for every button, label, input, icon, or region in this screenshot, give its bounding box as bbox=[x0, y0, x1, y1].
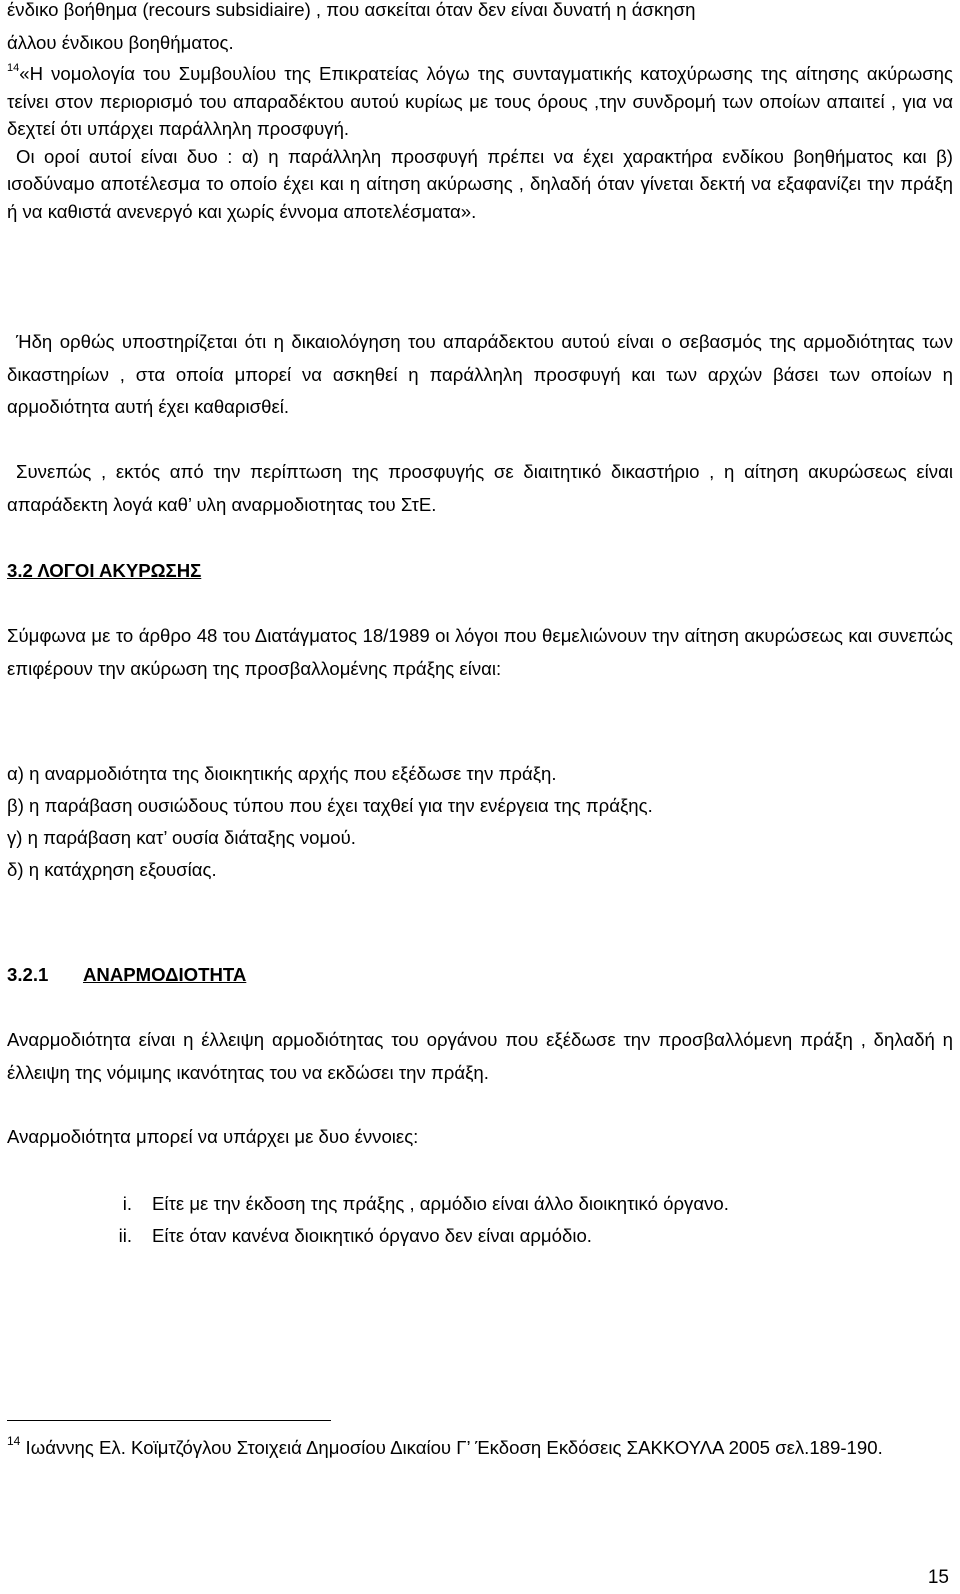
case-law-quote bbox=[7, 60, 953, 225]
conclusion-paragraph: Συνεπώς , εκτός από την περίπτωση της προσφυγής σε διαιτητικό δικαστήριο , η αίτηση ακυρώσεως είναι απαράδεκτη λογά καθ’ υλη αναρμοδιοτητας του ΣτΕ. bbox=[7, 461, 953, 515]
quote-paragraph-2: Οι οροί αυτοί είναι δυο : α) η παράλληλη προσφυγή πρέπει να έχει χαρακτήρα ενδίκου βοηθήματος και β) ισοδύναμο αποτέλεσμα το οποίο έχει και η αίτηση ακύρωσης , δηλαδή όταν γίνεται δεκτή να εξαφανίζει την πράξη ή να καθιστά ανενεργό και χωρίς έννομα αποτελέσματα». bbox=[7, 145, 953, 222]
section-3-2-1-meanings-intro: Αναρμοδιότητα μπορεί να υπάρχει με δυο έννοιες: bbox=[7, 1126, 419, 1147]
continuation-paragraph bbox=[7, 0, 953, 59]
page-number: 15 bbox=[927, 1567, 949, 1588]
meanings-item-ii-text: Είτε όταν κανένα διοικητικό όργανο δεν είναι αρμόδιο. bbox=[152, 1225, 592, 1246]
grounds-list-item-a: α) η αναρμοδιότητα της διοικητικής αρχής που εξέδωσε την πράξη. bbox=[7, 763, 557, 784]
meanings-item-i-number: i. bbox=[122, 1193, 132, 1214]
section-3-2-heading bbox=[7, 556, 201, 586]
meanings-item-ii-number: ii. bbox=[118, 1225, 132, 1246]
admissibility-paragraph: Ήδη ορθώς υποστηρίζεται ότι η δικαιολόγηση του απαράδεκτου αυτού είναι ο σεβασμός της αρμοδιότητας των δικαστηρίων , στα οποία μπορεί να ασκηθεί η παράλληλη προσφυγή και των αρχών βάσει των οποίων η αρμοδιότητα αυτή έχει καθαρισθεί. bbox=[7, 331, 953, 417]
continuation-line-2: άλλου ένδικου βοηθήματος. bbox=[7, 31, 234, 53]
grounds-list-item-b: β) η παράβαση ουσιώδους τύπου που έχει ταχθεί για την ενέργεια της πράξης. bbox=[7, 795, 653, 816]
section-3-2-title: 3.2 ΛΟΓΟΙ ΑΚΥΡΩΣΗΣ bbox=[7, 560, 202, 581]
continuation-line-1: ένδικο βοήθημα (recours subsidiaire) , που ασκείται όταν δεν είναι δυνατή η άσκηση bbox=[7, 0, 696, 20]
quote-paragraph-1 bbox=[7, 60, 953, 143]
section-3-2-1-heading bbox=[7, 960, 246, 990]
footnote-separator bbox=[7, 1420, 331, 1421]
quote-text-1: «Η νομολογία του Συμβουλίου της Επικρατείας λόγω της συνταγματικής κατοχύρωσης της αίτησης ακύρωσης τείνει στον περιορισμό του απαραδέκτου αυτού κυρίως με τους όρους ,την συνδρομή των οποίων απαιτεί , για να δεχτεί ότι υπάρχει παράλληλη προσφυγή. bbox=[7, 63, 953, 139]
footnote-14-mark: 14 bbox=[7, 1434, 21, 1448]
footnote-reference-14[interactable]: 14 bbox=[7, 62, 20, 74]
meanings-item-i-text: Είτε με την έκδοση της πράξης , αρμόδιο είναι άλλο διοικητικό όργανο. bbox=[152, 1193, 729, 1214]
meanings-list-item-i bbox=[90, 1190, 950, 1218]
section-3-2-1-number: 3.2.1 bbox=[7, 964, 49, 985]
section-3-2-1-definition: Αναρμοδιότητα είναι η έλλειψη αρμοδιότητας του οργάνου που εξέδωσε την προσβαλλόμενη πράξη , δηλαδή η έλλειψη της νόμιμης ικανότητας του να εκδώσει την πράξη. bbox=[7, 1029, 953, 1083]
meanings-list-item-ii bbox=[90, 1222, 950, 1250]
footnote-14 bbox=[7, 1432, 953, 1464]
grounds-list-item-d: δ) η κατάχρηση εξουσίας. bbox=[7, 859, 217, 880]
grounds-list-item-c: γ) η παράβαση κατ’ ουσία διάταξης νομού. bbox=[7, 827, 356, 848]
footnote-14-text: Ιωάννης Ελ. Κοϊμτζόγλου Στοιχειά Δημοσίου Δικαίου Γ’ Έκδοση Εκδόσεις ΣΑΚΚΟΥΛΑ 2005 σελ.189-190. bbox=[20, 1437, 883, 1458]
section-3-2-1-title: ΑΝΑΡΜΟΔΙΟΤΗΤΑ bbox=[83, 964, 247, 985]
section-3-2-intro: Σύμφωνα με το άρθρο 48 του Διατάγματος 18/1989 οι λόγοι που θεμελιώνουν την αίτηση ακυρώσεως και συνεπώς επιφέρουν την ακύρωση της προσβαλλομένης πράξης είναι: bbox=[7, 625, 953, 679]
